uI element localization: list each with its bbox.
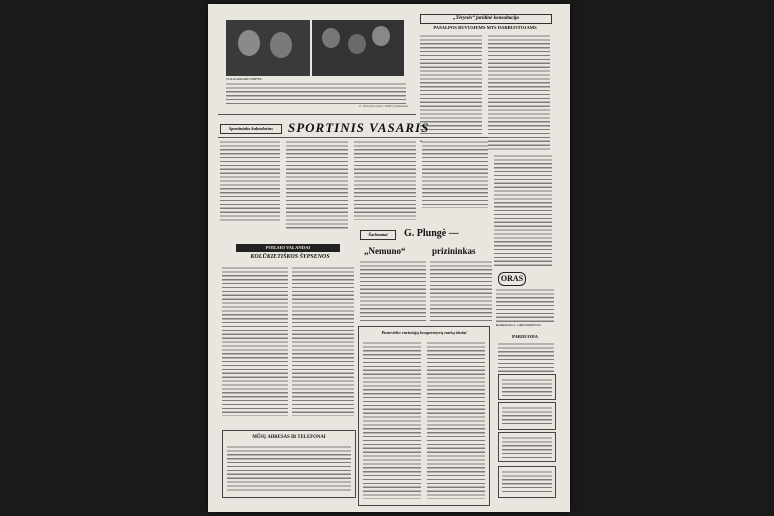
sport-col-1	[220, 140, 280, 222]
photo-caption-lead: VOLGOGRADO SMETE.	[226, 77, 263, 81]
weather-text	[496, 288, 554, 322]
photo-figure	[372, 26, 390, 46]
classified-box-2	[498, 402, 556, 430]
chess-label	[360, 230, 396, 240]
right-column-title-text: PAŠALPOS BUVUSIEMS MTS DARBUOTOJAMS	[433, 25, 537, 30]
parduoda-text	[498, 342, 554, 372]
address-text	[227, 445, 351, 493]
leisure-title	[230, 254, 350, 260]
classified-box-3-text	[502, 436, 552, 458]
parduoda-heading	[500, 334, 550, 339]
sport-col-3	[354, 140, 416, 220]
classified-box-3	[498, 432, 556, 462]
editor-line-text: Redaktorius L. GRIGORIONAS	[496, 323, 541, 327]
top-photo-left	[226, 20, 310, 76]
calendar-label	[220, 124, 282, 134]
right-column-header-text: „Tėvynės“ juridinė konsultacija	[453, 16, 519, 21]
leisure-col-1	[222, 266, 288, 416]
right-column-text-3	[494, 154, 552, 266]
address-box	[222, 430, 356, 498]
chess-col-1	[360, 260, 426, 322]
top-photo-right	[312, 20, 404, 76]
photo-figure	[322, 28, 340, 48]
chess-title-line2-text: „Nemuno“	[364, 246, 406, 256]
right-column-text-2	[488, 34, 550, 150]
chess-col-2	[430, 260, 492, 322]
coop-notice-title-text: Panevėžio vartotojų kooperatyvų narių žiniai	[381, 330, 467, 335]
address-title-text: MŪSŲ ADRESAS IR TELEFONAI	[252, 435, 326, 440]
classified-box-1	[498, 374, 556, 400]
chess-label-text: Šachmatai	[368, 232, 388, 237]
divider	[218, 114, 416, 115]
address-title	[227, 435, 351, 440]
sport-col-2	[286, 140, 348, 230]
right-column-header	[420, 14, 552, 24]
chess-title-line3-text: prizininkas	[432, 246, 476, 256]
leisure-label	[236, 244, 340, 252]
weather-badge	[498, 272, 526, 286]
caption-text-lines	[226, 82, 406, 104]
right-column-title	[420, 25, 550, 30]
main-headline-text: SPORTINIS VASARIS	[288, 120, 430, 135]
leisure-title-text: KOLŪKIETIŠKOS ŠYPSENOS	[250, 254, 330, 260]
main-headline	[288, 120, 488, 136]
coop-notice-title	[363, 330, 485, 335]
classified-box-4-text	[502, 470, 552, 494]
chess-title-line1	[404, 228, 504, 239]
classified-box-4	[498, 466, 556, 498]
weather-label-text: ORAS	[500, 274, 524, 283]
photo-figure	[270, 32, 292, 58]
photo-figure	[238, 30, 260, 56]
calendar-label-text: Sportininko kalendorius	[228, 126, 274, 131]
leisure-label-text: POILSIO VALANDAI	[265, 245, 311, 250]
coop-notice-box	[358, 326, 490, 506]
classified-box-2-text	[502, 406, 552, 426]
parduoda-heading-text: PARDUODA	[512, 334, 538, 339]
sport-col-4	[422, 140, 488, 208]
chess-title-line2	[364, 246, 434, 256]
coop-notice-col-1	[363, 341, 421, 499]
coop-notice-col-2	[427, 341, 485, 499]
leisure-col-2	[292, 266, 354, 416]
photo-figure	[348, 34, 366, 54]
chess-title-line3	[432, 246, 502, 256]
newspaper-page	[208, 4, 570, 512]
headline-rule	[218, 137, 488, 138]
classified-box-1-text	[502, 378, 552, 396]
chess-title-line1-text: G. Plungė —	[404, 228, 459, 239]
editor-line	[496, 324, 556, 328]
photo-credit-text: E. Kienninio nuotr. TASSo fotokronika	[359, 104, 408, 108]
photo-credit	[328, 105, 408, 109]
